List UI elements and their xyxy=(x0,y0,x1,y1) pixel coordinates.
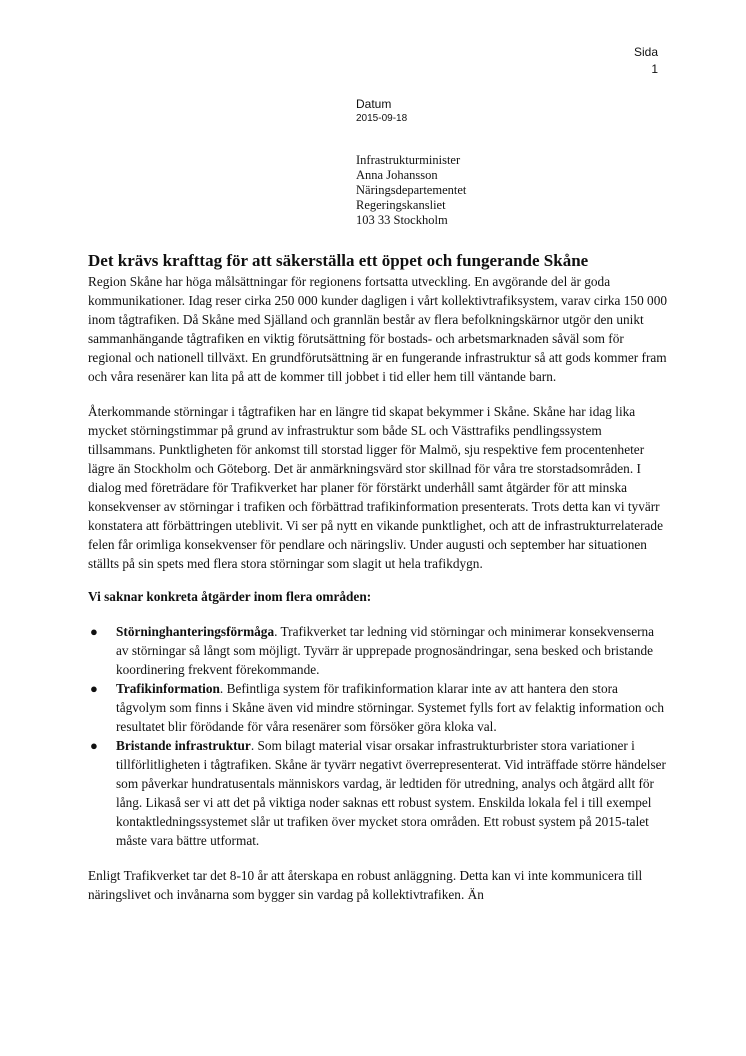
bullet-title: Bristande infrastruktur xyxy=(116,738,251,753)
bullet-icon: ● xyxy=(90,624,98,639)
page-label-text: Sida xyxy=(633,45,658,59)
bullet-text: . Trafikverket tar ledning vid störningar och minimerar konsekvenserna av störningar så långt som möjligt. Tyvärr är upprepade prognosändringar, sena besked och bristande koordinering frekvent förekommande. xyxy=(116,624,655,677)
list-item xyxy=(88,679,668,736)
page-number-label xyxy=(598,44,658,78)
bullet-list xyxy=(88,622,668,850)
list-item xyxy=(88,622,668,679)
bullet-text: . Som bilagt material visar orsakar infrastrukturbrister stora variationer i tillförlitligheten i tågtrafiken. Skåne är tyvärr negativt överrepresenterat. Vid inträffade större händelser som påverkar hundratusentals människors vardag, är ledtiden för utredning, analys och åtgärd allt för lång. Likaså ser vi att det på viktiga noder saknas ett robust system. Enskilda lokala fel i till exempel kontaktledningssystemet slår ut trafiken över mycket stora områden. Ett robust system på 2015-talet måste vara bättre utformat. xyxy=(116,738,666,848)
bullet-text: . Befintliga system för trafikinformation klarar inte av att hantera den stora tågvolym som finns i Skåne även vid mindre störningar. Systemet fylls fort av felaktig information och resultatet blir förödande för våra resenärer som försöker göra kloka val. xyxy=(116,681,665,734)
paragraph: Region Skåne har höga målsättningar för regionens fortsatta utveckling. En avgörande del är goda kommunikationer. Idag reser cirka 250 000 kunder dagligen i vårt kollektivtrafiksystem, varav cirka 150 000 inom tågtrafiken. Då Skåne med Själland och grannlän består av flera befolkningskärnor utgör den unikt sammanhängande tågtrafiken en viktig förutsättning för bostads- och arbetsmarknaden såväl som för regional och nationell tillväxt. En grundförutsättning är en fungerande infrastruktur så att gods kommer fram och våra resenärer kan lita på att de kommer till jobbet i tid eller hem till väntande barn. xyxy=(88,274,667,384)
bullet-icon: ● xyxy=(90,681,98,696)
recipient-line: Infrastrukturminister xyxy=(356,153,461,167)
recipient-line: Anna Johansson xyxy=(356,168,438,182)
section-subheading: Vi saknar konkreta åtgärder inom flera områden: xyxy=(88,589,372,604)
bullet-title: Trafikinformation xyxy=(116,681,220,696)
date-label: Datum xyxy=(356,97,392,111)
letter-body xyxy=(88,249,668,918)
bullet-icon: ● xyxy=(90,738,98,753)
recipient-line: Näringsdepartementet xyxy=(356,183,467,197)
letter-title: Det krävs krafttag för att säkerställa ett öppet och fungerande Skåne xyxy=(88,251,589,270)
paragraph: Enligt Trafikverket tar det 8-10 år att återskapa en robust anläggning. Detta kan vi inte kommunicera till näringslivet och invånarna som bygger sin vardag på kollektivtrafiken. Än xyxy=(88,868,643,902)
page-number: 1 xyxy=(651,62,658,76)
date-block xyxy=(356,96,407,126)
recipient-line: Regeringskansliet xyxy=(356,198,446,212)
recipient-line: 103 33 Stockholm xyxy=(356,213,448,227)
recipient-address xyxy=(356,153,466,228)
list-item xyxy=(88,736,668,850)
bullet-title: Störninghanteringsförmåga xyxy=(116,624,275,639)
paragraph: Återkommande störningar i tågtrafiken har en längre tid skapat bekymmer i Skåne. Skåne har idag lika mycket störningstimmar på grund av infrastruktur som både SL och Västtrafiks pendlingssystem tillsammans. Punktligheten för ankomst till storstad ligger för Malmö, sju respektive fem procentenheter lägre än Stockholm och Göteborg. Det är anmärkningsvärd stor skillnad för våra tre storstadsområden. I dialog med företrädare för Trafikverket har planer för förstärkt underhåll samt åtgärder för att minska konsekvenser av störningar i trafiken och förbättrad trafikinformation presenterats. Trots detta kan vi tyvärr konstatera att förbättringen uteblivit. Vi ser på nytt en vikande punktlighet, och att de infrastrukturrelaterade felen får orimliga konsekvenser för pendlare och näringsliv. Under augusti och september har situationen ställts på sin spets med flera stora störningar som slagit ut hela trafikdygn. xyxy=(88,404,663,571)
date-value: 2015-09-18 xyxy=(356,113,408,124)
